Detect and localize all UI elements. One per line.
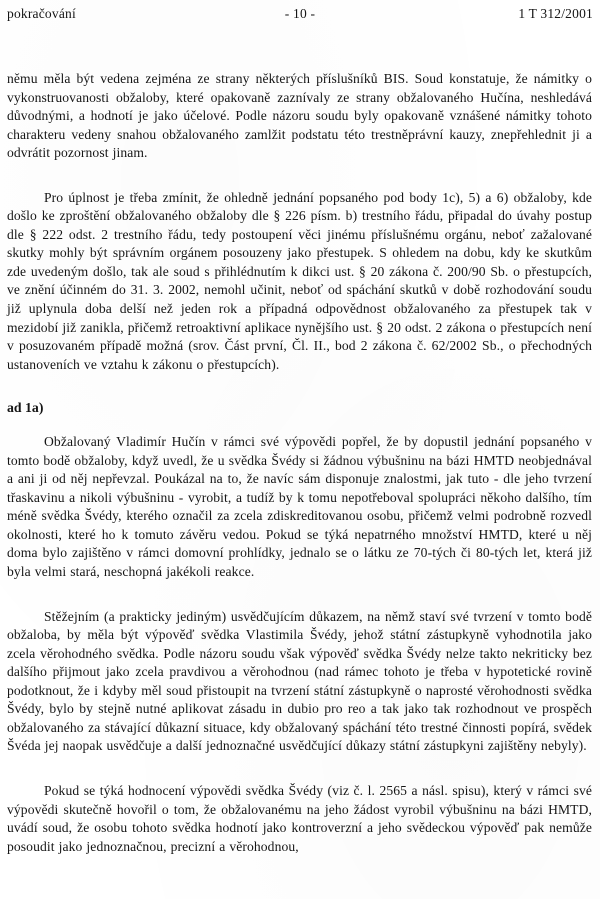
paragraph-completeness-note: Pro úplnost je třeba zmínit, že ohledně jednání popsaného pod body 1c), 5) a 6) obžaloby, kde došlo ke zproštění obžalovaného obžaloby dle § 226 písm. b) trestního řádu, připadal do úvahy postup dle § 222 odst. 2 trestního řádu, tedy postoupení věci jinému příslušnému orgánu, neboť zažalované skutky mohly být správním orgánem posouzeny jako přestupek. S ohledem na dobu, kdy ke skutkům zde uvedeným došlo, tak ale soud s přihlédnutím k dikci ust. § 20 zákona č. 200/90 Sb. o přestupcích, ve znění účinném do 31. 3. 2002, nemohl učinit, neboť od spáchání skutků v době rozhodování soudu již uplynula doba delší než jeden rok a případná odpovědnost obžalovaného za přestupek tak v mezidobí již zanikla, přičemž retroaktivní aplikace nynějšího ust. § 20 odst. 2 zákona o přestupcích není v posuzovaném případě možná (srov. Část první, Čl. II., bod 2 zákona č. 62/2002 Sb., o přechodných ustanoveních ve vztahu k zákonu o přestupcích). (7, 189, 592, 372)
paragraph-key-evidence: Stěžejním (a prakticky jediným) usvědčujícím důkazem, na němž staví své tvrzení v tomto bodě obžaloba, by měla být výpověď svědka Vlastimila Švédy, jehož státní zástupkyně vyhodnotila jako zcela věrohodného svědka. Podle názoru soudu však výpověď svědka Švédy nelze takto nekriticky bez dalšího přijmout jako zcela pravdivou a věrohodnou (nad rámec tohoto je třeba v hypotetické rovině podotknout, že i kdyby měl soud přistoupit na tvrzení státní zástupkyně o naprosté věrohodnosti svědka Švédy, bylo by stejně nutné aplikovat zásadu in dubio pro reo a tak jako tak rozhodnout ve prospěch obžalovaného za stávající důkazní situace, kdy obžalovaný spáchání této trestné činnosti popírá, svědek Švéda jej naopak usvědčuje a další jednoznačné usvědčující důkazy státní zástupkyni zajištěny nebyly). (7, 608, 592, 754)
paragraph-defendant-testimony: Obžalovaný Vladimír Hučín v rámci své výpovědi popřel, že by dopustil jednání popsaného v tomto bodě obžaloby, když uvedl, že u svědka Švédy si žádnou výbušninu na bázi HMTD neobjednával a ani ji od něj nepřevzal. Poukázal na to, že navíc sám disponuje znalostmi, jak tuto - dle jeho tvrzení třaskavinu a nikoli výbušninu - vyrobit, a tudíž by k tomu nepotřeboval spolupráci někoho dalšího, tím méně svědka Švédy, kterého označil za zcela zdiskreditovanou osobu, přičemž velmi podrobně rozvedl okolnosti, které ho k tomuto závěru vedou. Pokud se týká nepatrného množství HMTD, které u něj doma bylo zajištěno v rámci domovní prohlídky, jednalo se o látku ze 70-tých či 80-tých let, která již byla velmi stará, neschopná jakékoli reakce. (7, 434, 592, 580)
section-heading-ad-1a: ad 1a) (7, 400, 44, 416)
page-header (7, 6, 593, 22)
page-number: - 10 - (284, 6, 316, 21)
document-body (7, 70, 592, 867)
paragraph-witness-assessment: Pokud se týká hodnocení výpovědi svědka Švédy (viz č. l. 2565 a násl. spisu), který v rámci své výpovědi skutečně hovořil o tom, že obžalovanému na jeho žádost vyrobil výbušninu na bázi HMTD, uvádí soud, že osobu tohoto svědka hodnotí jako kontroverzní a jeho svědeckou výpověď pak nemůže posoudit jako jednoznačnou, precizní a věrohodnou, (7, 782, 592, 854)
continuation-label: pokračování (7, 6, 76, 21)
paragraph-continuation: němu měla být vedena zejména ze strany některých příslušníků BIS. Soud konstatuje, že námitky o vykonstruovanosti obžaloby, které opakovaně zaznívaly ze strany obžalovaného Hučína, neshledává důvodnými, a hodnotí je jako účelové. Podle názoru soudu byly opakovaně vznášené námitky tohoto charakteru vedeny snahou obžalovaného zamlžit podstatu této trestněprávní kauzy, znepřehlednit ji a odvrátit pozornost jinam. (7, 71, 592, 161)
case-number: 1 T 312/2001 (518, 6, 593, 21)
